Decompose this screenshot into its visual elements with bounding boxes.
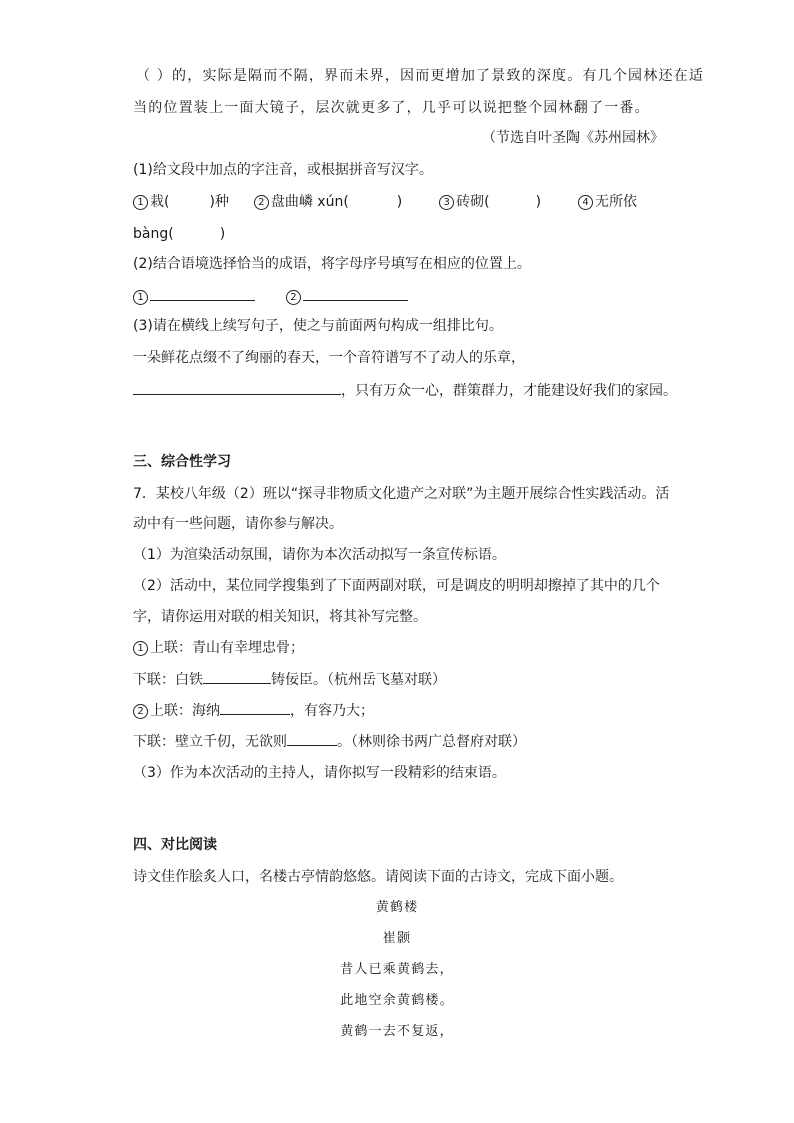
q7-part-3: （3）作为本次活动的主持人，请你拟写一段精彩的结束语。 [133, 765, 506, 781]
circled-number: 3 [439, 195, 454, 210]
q1-items-row [133, 192, 637, 212]
q1-item-4: 4 无所依 [578, 194, 637, 210]
poem-line: 此地空余黄鹤楼。 [340, 993, 454, 1008]
couplet-1-lower: 下联：白铁 铸佞臣。（杭州岳飞墓对联） [133, 669, 446, 690]
excerpt-line-1: （ ）的，实际是隔而不隔，界而未界，因而更增加了景致的深度。有几个园林还在适 [136, 68, 705, 84]
poem-title: 黄鹤楼 [375, 900, 419, 915]
circled-number: 2 [286, 290, 301, 305]
q1-item-3: 3 砖砌( ) [439, 194, 541, 210]
answer-blank[interactable] [150, 286, 255, 301]
couplet-2-upper: 2 上联：海纳 ，有容乃大； [133, 700, 374, 721]
q7-line-1: 7．某校八年级（2）班以“探寻非物质文化遗产之对联”为主题开展综合性实践活动。活 [133, 486, 670, 502]
couplet-1-upper: 1 上联：青山有幸埋忠骨； [133, 638, 304, 658]
q1-wrap-line: bàng( ) [133, 226, 226, 242]
q3-prompt: (3)请在横线上续写句子，使之与前面两句构成一组排比句。 [133, 318, 503, 334]
circled-number: 2 [133, 704, 148, 719]
q7-part-2-line-1: （2）活动中，某位同学搜集到了下面两副对联，可是调皮的明明却擦掉了其中的几个 [133, 578, 660, 594]
q7-line-2: 动中有一些问题，请你参与解决。 [133, 516, 343, 532]
circled-number: 1 [133, 290, 148, 305]
couplet-2-lower: 下联：壁立千仞，无欲则 。（林则徐书两广总督府对联） [133, 731, 526, 752]
answer-blank[interactable] [303, 286, 408, 301]
q1-item-1: 1 栽( )种 [133, 194, 229, 210]
excerpt-source: （节选自叶圣陶《苏州园林》 [482, 130, 664, 146]
circled-number: 1 [133, 641, 148, 656]
poem-line: 黄鹤一去不复返， [340, 1024, 454, 1039]
excerpt-line-2: 当的位置装上一面大镜子，层次就更多了，几乎可以说把整个园林翻了一番。 [133, 100, 650, 116]
section-4-heading: 四、对比阅读 [133, 837, 217, 853]
section-3-heading: 三、综合性学习 [133, 454, 231, 470]
poem-line: 昔人已乘黄鹤去， [340, 962, 454, 977]
q7-part-1: （1）为渲染活动氛围，请你为本次活动拟写一条宣传标语。 [133, 547, 506, 563]
q1-item-2: 2 盘曲嶙 xún( ) [254, 194, 402, 210]
section-4-intro: 诗文佳作脍炙人口，名楼古亭情韵悠悠。请阅读下面的古诗文，完成下面小题。 [133, 869, 623, 885]
q2-prompt: (2)结合语境选择恰当的成语，将字母序号填写在相应的位置上。 [133, 256, 531, 272]
circled-number: 4 [578, 195, 593, 210]
circled-number: 2 [254, 195, 269, 210]
answer-blank[interactable] [220, 700, 290, 715]
answer-blank[interactable] [133, 380, 341, 395]
q1-prompt: (1)给文段中加点的字注音，或根据拼音写汉字。 [133, 162, 433, 178]
q2-blanks [133, 286, 408, 307]
q3-line-2: ，只有万众一心，群策群力，才能建设好我们的家园。 [133, 380, 677, 401]
q3-line-1: 一朵鲜花点缀不了绚丽的春天，一个音符谱写不了动人的乐章， [133, 350, 525, 366]
poem-author: 崔颢 [382, 931, 412, 946]
answer-blank[interactable] [203, 669, 271, 684]
circled-number: 1 [133, 195, 148, 210]
q7-part-2-line-2: 字，请你运用对联的相关知识，将其补写完整。 [133, 609, 427, 625]
answer-blank[interactable] [287, 731, 337, 746]
